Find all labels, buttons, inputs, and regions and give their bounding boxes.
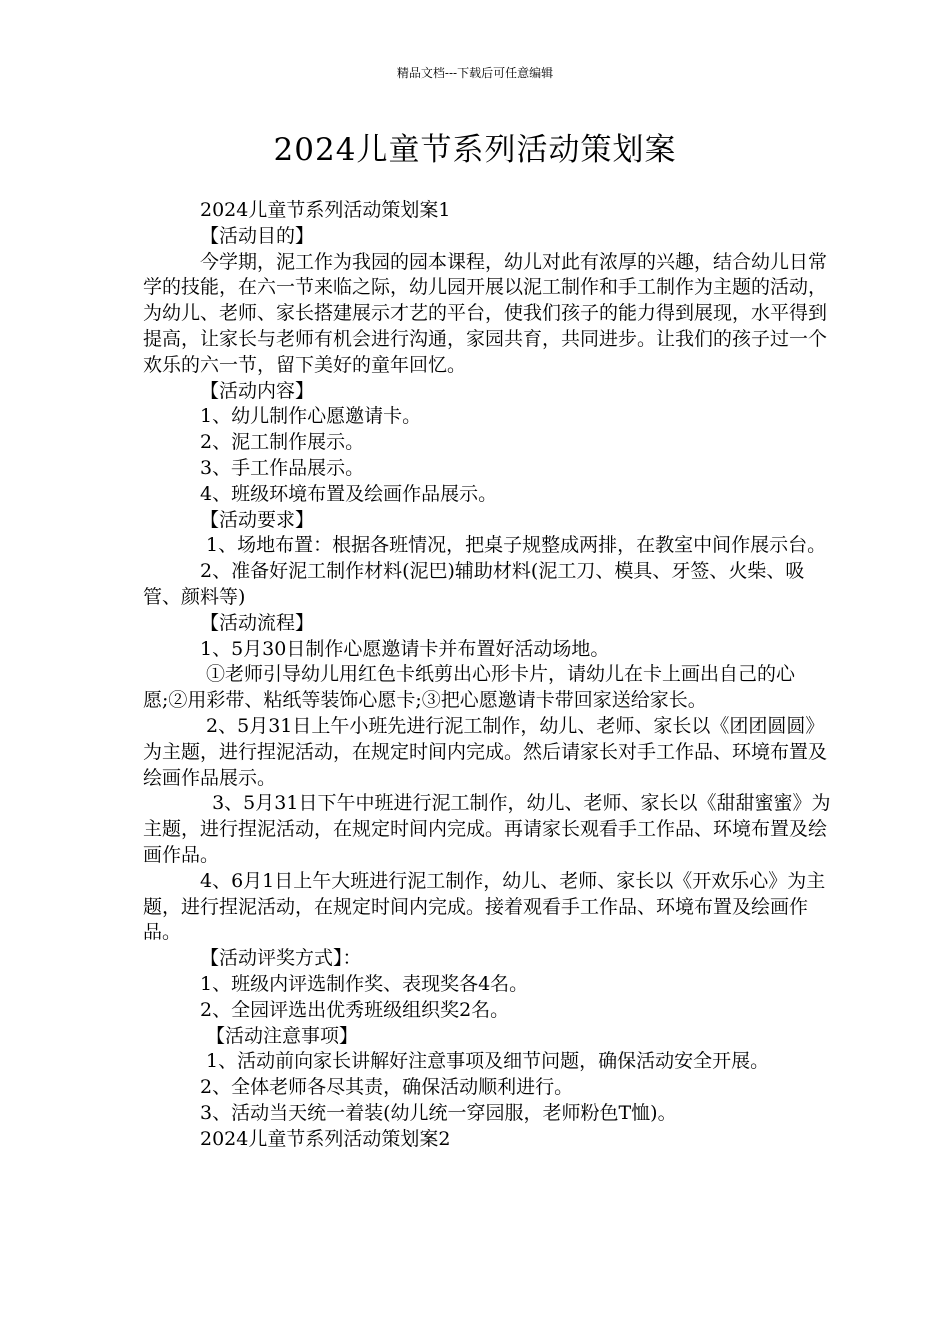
heading-activity-content: 【活动内容】: [200, 379, 315, 402]
document-body: [143, 198, 833, 1152]
content-item-4: 4、班级环境布置及绘画作品展示。: [200, 482, 498, 505]
notes-item-2: 2、全体老师各尽其责，确保活动顺利进行。: [200, 1076, 574, 1099]
heading-activity-process: 【活动流程】: [200, 611, 315, 634]
process-item-1-detail: ①老师引导幼儿用红色卡纸剪出心形卡片，请幼儿在卡上画出自己的心愿;②用彩带、粘纸等装饰心愿卡;③把心愿邀请卡带回家送给家长。: [143, 663, 796, 712]
document-title: 2024儿童节系列活动策划案: [273, 132, 677, 168]
requirement-item-2: 2、准备好泥工制作材料(泥巴)辅助材料(泥工刀、模具、牙签、火柴、吸管、颜料等): [143, 560, 805, 608]
content-item-2: 2、泥工制作展示。: [200, 431, 365, 454]
section-heading-plan-2: 2024儿童节系列活动策划案2: [200, 1127, 451, 1150]
heading-notes: 【活动注意事项】: [200, 1024, 359, 1047]
notes-item-1: 1、活动前向家长讲解好注意事项及细节问题，确保活动安全开展。: [200, 1050, 770, 1073]
requirement-item-1: 1、场地布置：根据各班情况，把桌子规整成两排，在教室中间作展示台。: [200, 534, 827, 557]
content-item-3: 3、手工作品展示。: [200, 456, 365, 479]
header-note: 精品文档---下载后可任意编辑: [396, 66, 554, 80]
process-item-1: 1、5月30日制作心愿邀请卡并布置好活动场地。: [200, 637, 610, 660]
heading-award-method: 【活动评奖方式】：: [200, 947, 362, 970]
award-item-1: 1、班级内评选制作奖、表现奖各4名。: [200, 972, 529, 995]
paragraph-activity-purpose: 今学期，泥工作为我园的园本课程，幼儿对此有浓厚的兴趣，结合幼儿日常学的技能，在六一节来临之际，幼儿园开展以泥工制作和手工制作为主题的活动，为幼儿、老师、家长搭建展示才艺的平台，使我们孩子的能力得到展现，水平得到提高，让家长与老师有机会进行沟通，家园共育，共同进步。让我们的孩子过一个欢乐的六一节，留下美好的童年回忆。: [143, 250, 828, 376]
heading-activity-requirements: 【活动要求】: [200, 508, 315, 531]
content-item-1: 1、幼儿制作心愿邀请卡。: [200, 405, 422, 428]
notes-item-3: 3、活动当天统一着装(幼儿统一穿园服，老师粉色T恤)。: [200, 1101, 677, 1124]
heading-activity-purpose: 【活动目的】: [200, 224, 315, 247]
process-item-4: 4、6月1日上午大班进行泥工制作，幼儿、老师、家长以《开欢乐心》为主题，进行捏泥活动，在规定时间内完成。接着观看手工作品、环境布置及绘画作品。: [143, 869, 826, 944]
award-item-2: 2、全园评选出优秀班级组织奖2名。: [200, 998, 510, 1021]
section-heading-plan-1: 2024儿童节系列活动策划案1: [200, 199, 451, 221]
process-item-3: 3、5月31日下午中班进行泥工制作，幼儿、老师、家长以《甜甜蜜蜜》为主题，进行捏泥活动，在规定时间内完成。再请家长观看手工作品、环境布置及绘画作品。: [143, 792, 831, 866]
process-item-2: 2、5月31日上午小班先进行泥工制作，幼儿、老师、家长以《团团圆圆》为主题，进行捏泥活动，在规定时间内完成。然后请家长对手工作品、环境布置及绘画作品展示。: [143, 714, 828, 789]
